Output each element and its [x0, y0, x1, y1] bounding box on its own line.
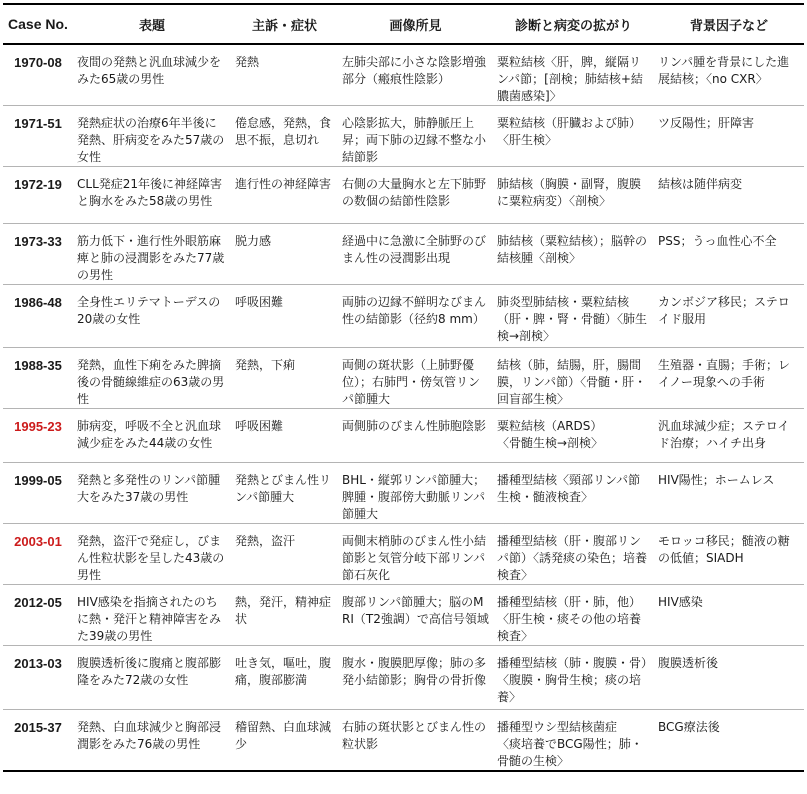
- case-number: 1971-51: [3, 106, 73, 167]
- table-row: [3, 710, 804, 772]
- title-cell: 筋力低下・進行性外眼筋麻痺と肺の浸潤影をみた77歳の男性: [73, 224, 231, 285]
- header-imaging: 画像所見: [338, 4, 493, 44]
- background-cell: モロッコ移民；髄液の糖の低値；SIADH: [654, 524, 804, 585]
- diagnosis-cell: 播種型結核（肝・肺，他）〈肝生検・痰その他の培養検査〉: [493, 585, 654, 646]
- diagnosis-cell: 粟粒結核（肝臓および肺）〈肝生検〉: [493, 106, 654, 167]
- diagnosis-cell: 結核（肺，結腸，肝，腸間膜，リンパ節）〈骨髄・肝・回盲部生検〉: [493, 348, 654, 409]
- symptom-cell: 発熱: [231, 44, 338, 106]
- background-cell: PSS；うっ血性心不全: [654, 224, 804, 285]
- case-number: 2013-03: [3, 646, 73, 710]
- case-number: 1999-05: [3, 463, 73, 524]
- diagnosis-cell: 粟粒結核〈肝，脾，縦隔リンパ節；[剖検；肺結核+結膿菌感染]〉: [493, 44, 654, 106]
- table-row: [3, 224, 804, 285]
- imaging-cell: 腹水・腹膜肥厚像；肺の多発小結節影；胸骨の骨折像: [338, 646, 493, 710]
- background-cell: BCG療法後: [654, 710, 804, 772]
- case-table: [3, 3, 804, 772]
- imaging-cell: BHL・縦郭リンパ節腫大；脾腫・腹部傍大動脈リンパ節腫大: [338, 463, 493, 524]
- header-case-no: Case No.: [3, 4, 73, 44]
- background-cell: HIV感染: [654, 585, 804, 646]
- case-number: 1995-23: [3, 409, 73, 463]
- table-row: [3, 167, 804, 224]
- diagnosis-cell: 粟粒結核（ARDS） 〈骨髄生検→剖検〉: [493, 409, 654, 463]
- case-number: 1973-33: [3, 224, 73, 285]
- table-row: [3, 44, 804, 106]
- imaging-cell: 右側の大量胸水と左下肺野の数個の結節性陰影: [338, 167, 493, 224]
- diagnosis-cell: 播種型結核（肺・腹膜・骨）〈腹膜・胸骨生検；痰の培養〉: [493, 646, 654, 710]
- symptom-cell: 熱，発汗，精神症状: [231, 585, 338, 646]
- symptom-cell: 吐き気，嘔吐，腹痛，腹部膨満: [231, 646, 338, 710]
- table-row: [3, 285, 804, 348]
- imaging-cell: 両側肺のびまん性肺胞陰影: [338, 409, 493, 463]
- imaging-cell: 経過中に急激に全肺野のびまん性の浸潤影出現: [338, 224, 493, 285]
- case-number: 1986-48: [3, 285, 73, 348]
- table-header: [3, 4, 804, 44]
- header-symptom: 主訴・症状: [231, 4, 338, 44]
- symptom-cell: 発熱，盗汗: [231, 524, 338, 585]
- case-number: 2012-05: [3, 585, 73, 646]
- background-cell: HIV陽性；ホームレス: [654, 463, 804, 524]
- diagnosis-cell: 播種型結核〈頸部リンパ節生検・髄液検査〉: [493, 463, 654, 524]
- title-cell: 発熱、白血球減少と胸部浸潤影をみた76歳の男性: [73, 710, 231, 772]
- title-cell: 肺病変，呼吸不全と汎血球減少症をみた44歳の女性: [73, 409, 231, 463]
- case-number: 1970-08: [3, 44, 73, 106]
- background-cell: 腹膜透析後: [654, 646, 804, 710]
- diagnosis-cell: 肺炎型肺結核・粟粒結核（肝・脾・腎・骨髄）〈肺生検→剖検〉: [493, 285, 654, 348]
- imaging-cell: 心陰影拡大，肺静脈圧上昇；両下肺の辺縁不整な小結節影: [338, 106, 493, 167]
- symptom-cell: 稽留熱、白血球減少: [231, 710, 338, 772]
- title-cell: 発熱と多発性のリンパ節腫大をみた37歳の男性: [73, 463, 231, 524]
- table-row: [3, 409, 804, 463]
- case-number: 1972-19: [3, 167, 73, 224]
- table-row: [3, 106, 804, 167]
- background-cell: リンパ腫を背景にした進展結核；〈no CXR〉: [654, 44, 804, 106]
- table-row: [3, 524, 804, 585]
- table-row: [3, 348, 804, 409]
- background-cell: ツ反陽性；肝障害: [654, 106, 804, 167]
- background-cell: 生殖器・直腸；手術；レイノー現象への手術: [654, 348, 804, 409]
- table-body: [3, 44, 804, 771]
- background-cell: カンボジア移民；ステロイド服用: [654, 285, 804, 348]
- case-number: 2015-37: [3, 710, 73, 772]
- table-row: [3, 646, 804, 710]
- title-cell: 夜間の発熱と汎血球減少をみた65歳の男性: [73, 44, 231, 106]
- diagnosis-cell: 肺結核（胸膜・副腎，腹膜に粟粒病変）〈剖検〉: [493, 167, 654, 224]
- background-cell: 結核は随伴病変: [654, 167, 804, 224]
- background-cell: 汎血球減少症；ステロイド治療；ハイチ出身: [654, 409, 804, 463]
- diagnosis-cell: 播種型結核（肝・腹部リンパ節）〈誘発痰の染色；培養検査〉: [493, 524, 654, 585]
- symptom-cell: 呼吸困難: [231, 285, 338, 348]
- symptom-cell: 進行性の神経障害: [231, 167, 338, 224]
- imaging-cell: 腹部リンパ節腫大；脳のMRI（T2強調）で高信号領域: [338, 585, 493, 646]
- title-cell: 全身性エリテマトーデスの20歳の女性: [73, 285, 231, 348]
- header-diagnosis: 診断と病変の拡がり: [493, 4, 654, 44]
- case-number: 1988-35: [3, 348, 73, 409]
- case-number: 2003-01: [3, 524, 73, 585]
- diagnosis-cell: 肺結核（粟粒結核）；脳幹の結核腫〈剖検〉: [493, 224, 654, 285]
- diagnosis-cell: 播種型ウシ型結核菌症 〈痰培養でBCG陽性；肺・骨髄の生検〉: [493, 710, 654, 772]
- symptom-cell: 呼吸困難: [231, 409, 338, 463]
- title-cell: 発熱，血性下痢をみた脾摘後の骨髄線維症の63歳の男性: [73, 348, 231, 409]
- imaging-cell: 右肺の斑状影とびまん性の粒状影: [338, 710, 493, 772]
- title-cell: 腹膜透析後に腹痛と腹部膨隆をみた72歳の女性: [73, 646, 231, 710]
- symptom-cell: 発熱，下痢: [231, 348, 338, 409]
- title-cell: 発熱症状の治療6年半後に発熱、肝病変をみた57歳の女性: [73, 106, 231, 167]
- imaging-cell: 両側の斑状影（上肺野優位）；右肺門・傍気管リンパ節腫大: [338, 348, 493, 409]
- imaging-cell: 左肺尖部に小さな陰影増強部分（瘢痕性陰影）: [338, 44, 493, 106]
- table-row: [3, 463, 804, 524]
- table-row: [3, 585, 804, 646]
- imaging-cell: 両側末梢肺のびまん性小結節影と気管分岐下部リンパ節石灰化: [338, 524, 493, 585]
- title-cell: 発熱，盗汗で発症し，びまん性粒状影を呈した43歳の男性: [73, 524, 231, 585]
- symptom-cell: 脱力感: [231, 224, 338, 285]
- title-cell: HIV感染を指摘されたのちに熱・発汗と精神障害をみた39歳の男性: [73, 585, 231, 646]
- header-background: 背景因子など: [654, 4, 804, 44]
- header-title: 表題: [73, 4, 231, 44]
- title-cell: CLL発症21年後に神経障害と胸水をみた58歳の男性: [73, 167, 231, 224]
- symptom-cell: 発熱とびまん性リンパ節腫大: [231, 463, 338, 524]
- imaging-cell: 両肺の辺縁不鮮明なびまん性の結節影（径約8 mm）: [338, 285, 493, 348]
- symptom-cell: 倦怠感，発熱，食思不振，息切れ: [231, 106, 338, 167]
